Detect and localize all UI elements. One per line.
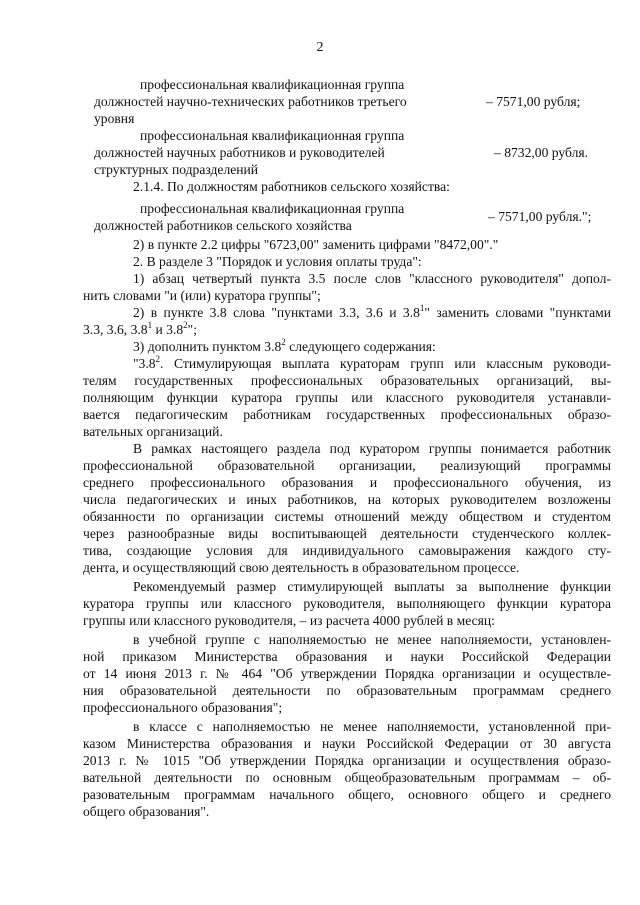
item-2-line-2: 3.3, 3.6, $3.8^1$ и $3.8^2$"; bbox=[83, 320, 197, 337]
curator-line-7: тива, создающие условия для индивидуального самовыражения каждого сту- bbox=[83, 543, 611, 558]
curator-line-8: дента, и осуществляющий свою деятельность в образовательном процессе. bbox=[83, 560, 520, 575]
group-2-line-3: структурных подразделений bbox=[94, 162, 259, 177]
group-2-line-1: профессиональная квалификационная группа bbox=[140, 128, 405, 143]
item-1-line-1: 1) абзац четвертый пункта 3.5 после слов "классного руководителя" допол- bbox=[133, 271, 611, 286]
quote-line-2: телям государственных профессиональных образовательных организаций, вы- bbox=[83, 373, 611, 388]
group-2-line-2: должностей научных работников и руководителей bbox=[94, 145, 385, 160]
curator-line-4: числа педагогических и иных работников, на которых руководителем возложены bbox=[83, 492, 611, 507]
group-1-line-3: уровня bbox=[94, 111, 135, 126]
quote-line-4: вается педагогическим работникам государственных профессиональных образо- bbox=[83, 407, 611, 422]
group-2-amount: – 8732,00 рубля. bbox=[494, 145, 589, 160]
item-1-line-2: нить словами "и (или) куратора группы"; bbox=[83, 288, 321, 303]
group-criterion-line-4: ния образовательной деятельности по образовательным программам среднего bbox=[83, 683, 611, 698]
group-3-amount: – 7571,00 рубля."; bbox=[488, 209, 592, 224]
curator-line-3: среднего профессионального образования и профессионального обучения, из bbox=[83, 475, 611, 490]
group-3-line-2: должностей работников сельского хозяйства bbox=[94, 218, 352, 233]
group-criterion-line-5: профессионального образования"; bbox=[83, 700, 283, 715]
item-2-line-1: 2) в пункте 3.8 слова "пунктами 3.3, 3.6 и $3.8^1$" заменить словами "пунктами bbox=[133, 303, 611, 320]
group-criterion-line-3: от 14 июня 2013 г. № 464 "Об утверждении Порядка организации и осуществле- bbox=[83, 666, 611, 681]
curator-line-2: профессиональной образовательной организации, реализующий программы bbox=[83, 458, 611, 473]
item-3: 3) дополнить пунктом $3.8^2$ следующего содержания: bbox=[133, 337, 436, 354]
class-criterion-line-6: общего образования". bbox=[83, 804, 210, 819]
recommended-line-1: Рекомендуемый размер стимулирующей выплаты за выполнение функции bbox=[133, 579, 611, 594]
section-2-1-4-heading: 2.1.4. По должностям работников сельского хозяйства: bbox=[133, 179, 450, 194]
group-1-line-1: профессиональная квалификационная группа bbox=[140, 77, 405, 92]
class-criterion-line-1: в классе с наполняемостью не менее наполняемости, установленной при- bbox=[133, 719, 611, 734]
group-3-line-1: профессиональная квалификационная группа bbox=[140, 201, 405, 216]
page-number: 2 bbox=[316, 40, 324, 55]
recommended-line-2: куратора группы или классного руководителя, выполняющего функции куратора bbox=[83, 596, 611, 611]
group-1-amount: – 7571,00 рубля; bbox=[486, 94, 581, 109]
class-criterion-line-2: казом Министерства образования и науки Российской Федерации от 30 августа bbox=[83, 736, 611, 751]
class-criterion-line-5: разовательным программам начального общего, основного общего и среднего bbox=[83, 787, 611, 802]
item-2-replace-figures: 2) в пункте 2.2 цифры "6723,00" заменить цифрами "8472,00"." bbox=[133, 237, 499, 252]
class-criterion-line-4: вательной деятельности по основным общеобразовательным программам – об- bbox=[83, 770, 611, 785]
point-2-section-3: 2. В разделе 3 "Порядок и условия оплаты труда": bbox=[133, 254, 422, 269]
group-criterion-line-2: ной приказом Министерства образования и науки Российской Федерации bbox=[83, 649, 611, 664]
curator-line-6: через разнообразные виды воспитывающей деятельности студенческого коллек- bbox=[83, 526, 611, 541]
quote-line-5: вательных организаций. bbox=[83, 424, 223, 439]
curator-line-1: В рамках настоящего раздела под куратором группы понимается работник bbox=[133, 441, 611, 456]
recommended-line-3: группы или классного руководителя, – из расчета 4000 рублей в месяц: bbox=[83, 613, 495, 628]
group-1-line-2: должностей научно-технических работников третьего bbox=[94, 94, 407, 109]
curator-line-5: обязанности по организации системы отношений между обществом и студентом bbox=[83, 509, 611, 524]
class-criterion-line-3: 2013 г. № 1015 "Об утверждении Порядка организации и осуществления образо- bbox=[83, 753, 611, 768]
quote-line-1: "$3.8^2$. Стимулирующая выплата кураторам групп или классным руководи- bbox=[133, 354, 611, 371]
group-criterion-line-1: в учебной группе с наполняемостью не менее наполняемости, установлен- bbox=[133, 632, 611, 647]
quote-line-3: полняющим функции куратора группы или классного руководителя устанавли- bbox=[83, 390, 611, 405]
